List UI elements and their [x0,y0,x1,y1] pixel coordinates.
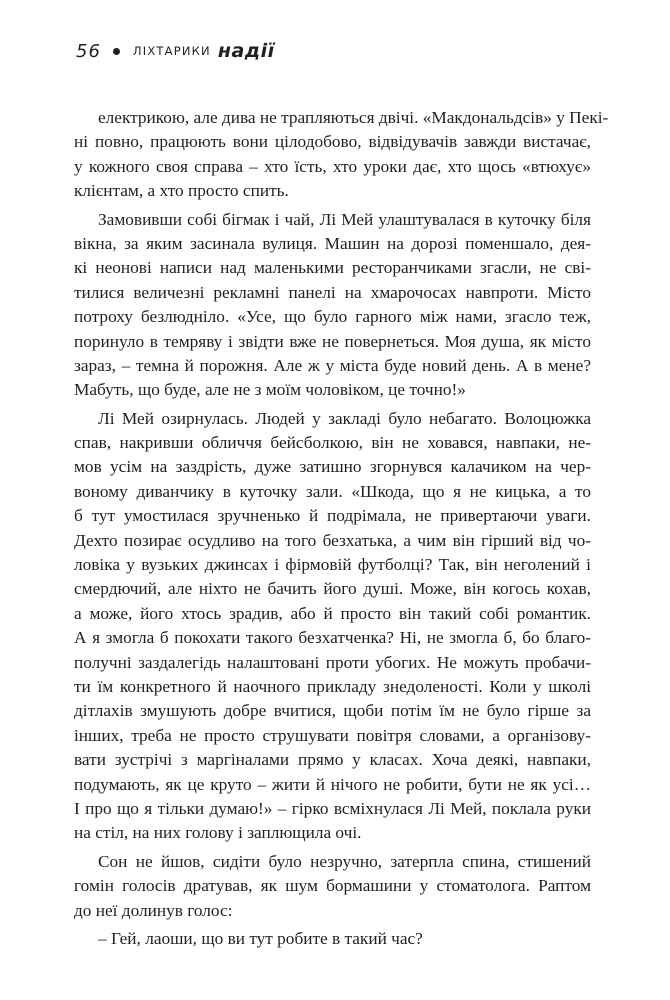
text-line: вати зустрічі з маргіналами прямо у класах. Хоча деякі, навпаки, [74,750,591,770]
text-line: у кожного своя справа – хто їсть, хто уроки дає, хто щось «втюхує» [74,156,591,176]
text-line: А я змогла б покохати такого безхатченка? Ні, не змогла б, бо благо- [74,628,591,648]
text-line: гомін голосів дратував, як шум бормашини у стоматолога. Раптом [74,876,591,896]
text-line: Сон не йшов, сидіти було незручно, затерпла спина, стишений [98,851,591,871]
text-line: інших, треба не просто струшувати повітря словами, а організову- [74,725,591,745]
text-line: а може, його хтось зрадив, або й просто він такий собі романтик. [74,603,591,623]
running-header [76,38,275,64]
text-line: Дехто позирає осудливо на того безхатька, а чим він гірший від чо- [74,530,591,550]
text-line: вікна, за яким засинала вулиця. Машин на дорозі поменшало, дея- [74,233,591,253]
paragraph [74,208,591,403]
text-line: подумають, як це круто – жити й нічого не робити, бути не як усі… [74,774,591,794]
bullet-separator-icon [113,48,120,55]
paragraph [74,850,591,923]
text-line: електрикою, але дива не трапляються двічі. «Макдональдсів» у Пекі- [98,108,609,127]
text-line: ні повно, працюють вони цілодобово, відвідувачів завжди вистачає, [74,132,591,152]
text-line: ти їм конкретного й наочного прикладу знедоленості. Коли у школі [74,676,591,696]
paragraph [74,407,591,846]
book-title-accent: надії [217,40,275,62]
text-line: б тут умостилася зручненько й подрімала, не привертаючи уваги. [74,506,591,526]
text-line: получні заздалегідь налаштовані проти убогих. Не можуть пробачи- [74,652,591,672]
text-line: клієнтам, а хто просто спить. [74,181,289,201]
page-body [74,106,609,951]
text-line: потроху безлюдніло. «Усе, що було гарного між нами, згасло теж, [74,307,591,327]
text-line: – Гей, лаоши, що ви тут робите в такий час? [98,928,423,948]
text-line: мов усім на заздрість, дуже затишно згорнувся калачиком на чер- [74,457,591,477]
text-line: кі неонові написи над маленькими ресторанчиками згасли, не сві- [74,258,591,278]
paragraph [74,106,609,204]
text-line: Лі Мей озирнулась. Людей у закладі було небагато. Волоцюжка [98,408,591,428]
page-number: 56 [76,40,101,62]
text-line: Замовивши собі бігмак і чай, Лі Мей улаштувалася в куточку біля [98,209,591,229]
text-line: зараз, – темна й порожня. Але ж у міста буде новий день. А в мене? [74,355,591,375]
text-line: Мабуть, що буде, але не з моїм чоловіком, це точно!» [74,380,466,400]
text-line: тилися величезні рекламні панелі на хмарочосах навпроти. Місто [74,282,591,302]
text-line: на стіл, на них голову і заплющила очі. [74,823,362,843]
text-line: до неї долинув голос: [74,900,233,920]
book-title-main: ЛІХТАРИКИ [132,44,211,58]
text-line: спав, накривши обличчя бейсболкою, він не ховався, навпаки, не- [74,433,591,453]
text-line: смердючий, але ніхто не бачить його душі. Може, він когось кохав, [74,579,591,599]
text-line: І про що я тільки думаю!» – гірко всміхнулася Лі Мей, поклала руки [74,798,591,818]
text-line: ловіка у вузьких джинсах і фірмовій футболці? Так, він неголений і [74,555,591,575]
text-line: дітлахів змушують добре вчитися, щоби потім їм не було гірше за [74,701,591,721]
paragraph [74,927,591,951]
text-line: поринуло в темряву і звідти вже не повернеться. Моя душа, як місто [74,331,591,351]
text-line: воному диванчику в куточку зали. «Шкода, що я не кицька, а то [74,481,591,501]
